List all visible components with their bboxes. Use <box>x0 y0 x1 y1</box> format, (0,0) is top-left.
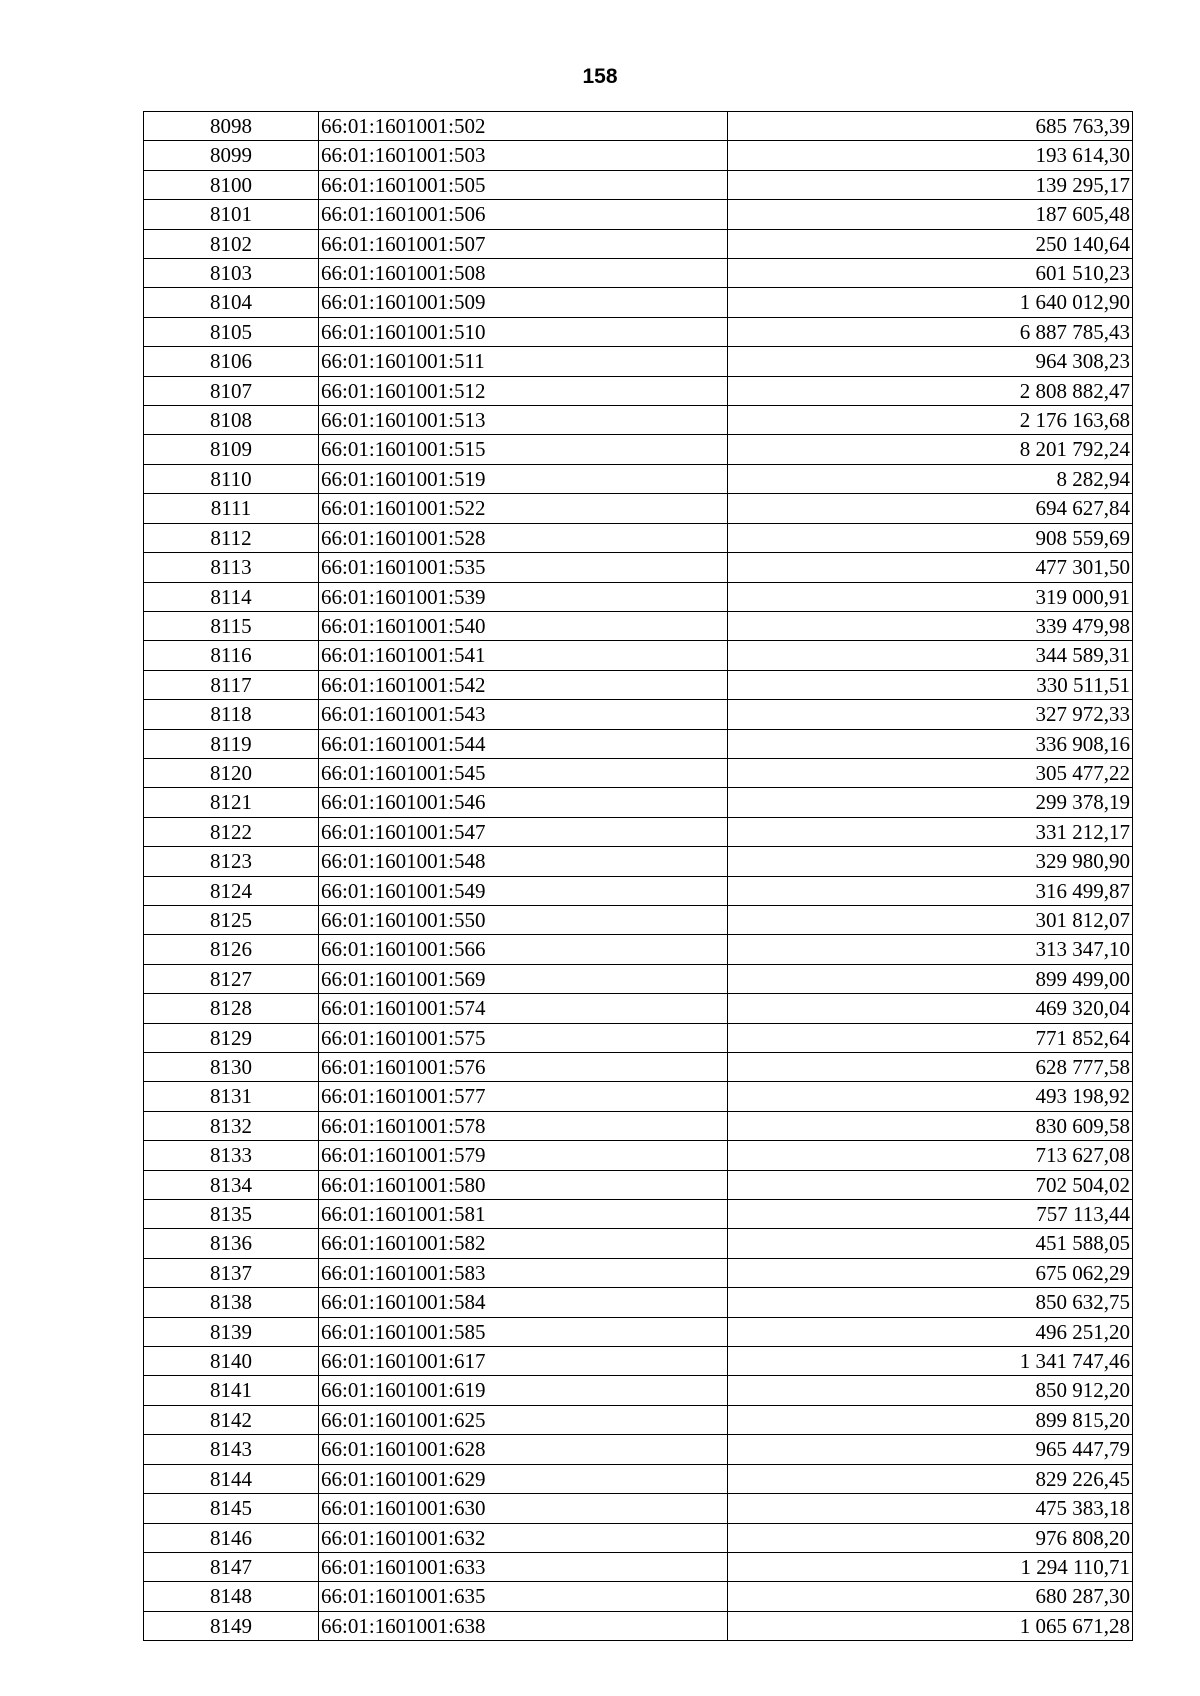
table-row <box>144 259 1133 288</box>
table-row <box>144 1523 1133 1552</box>
table-row <box>144 670 1133 699</box>
cadastral-value-cell: 2 808 882,47 <box>728 376 1133 405</box>
row-number-cell: 8105 <box>144 317 319 346</box>
table-row <box>144 347 1133 376</box>
row-number-cell: 8142 <box>144 1405 319 1434</box>
row-number-cell: 8146 <box>144 1523 319 1552</box>
row-number-cell: 8104 <box>144 288 319 317</box>
row-number-cell: 8123 <box>144 847 319 876</box>
table-row <box>144 1376 1133 1405</box>
row-number-cell: 8127 <box>144 964 319 993</box>
table-row <box>144 229 1133 258</box>
table-row <box>144 1494 1133 1523</box>
row-number-cell: 8115 <box>144 611 319 640</box>
cadastral-number-cell: 66:01:1601001:619 <box>319 1376 728 1405</box>
cadastral-number-cell: 66:01:1601001:509 <box>319 288 728 317</box>
cadastral-number-cell: 66:01:1601001:549 <box>319 876 728 905</box>
table-row <box>144 1141 1133 1170</box>
row-number-cell: 8119 <box>144 729 319 758</box>
cadastral-number-cell: 66:01:1601001:630 <box>319 1494 728 1523</box>
cadastral-number-cell: 66:01:1601001:512 <box>319 376 728 405</box>
cadastral-value-cell: 694 627,84 <box>728 494 1133 523</box>
row-number-cell: 8106 <box>144 347 319 376</box>
cadastral-number-cell: 66:01:1601001:584 <box>319 1288 728 1317</box>
table-row <box>144 1258 1133 1287</box>
table-row <box>144 494 1133 523</box>
table-row <box>144 1200 1133 1229</box>
cadastral-number-cell: 66:01:1601001:580 <box>319 1170 728 1199</box>
table-row <box>144 553 1133 582</box>
cadastral-number-cell: 66:01:1601001:582 <box>319 1229 728 1258</box>
table-row <box>144 700 1133 729</box>
cadastral-number-cell: 66:01:1601001:577 <box>319 1082 728 1111</box>
table-row <box>144 317 1133 346</box>
cadastral-value-cell: 301 812,07 <box>728 905 1133 934</box>
cadastral-value-cell: 316 499,87 <box>728 876 1133 905</box>
cadastral-number-cell: 66:01:1601001:578 <box>319 1111 728 1140</box>
cadastral-number-cell: 66:01:1601001:581 <box>319 1200 728 1229</box>
cadastral-number-cell: 66:01:1601001:510 <box>319 317 728 346</box>
table-row <box>144 1023 1133 1052</box>
row-number-cell: 8133 <box>144 1141 319 1170</box>
cadastral-value-cell: 475 383,18 <box>728 1494 1133 1523</box>
row-number-cell: 8124 <box>144 876 319 905</box>
cadastral-number-cell: 66:01:1601001:617 <box>319 1347 728 1376</box>
cadastral-number-cell: 66:01:1601001:528 <box>319 523 728 552</box>
cadastral-value-cell: 1 341 747,46 <box>728 1347 1133 1376</box>
cadastral-value-cell: 330 511,51 <box>728 670 1133 699</box>
table-row <box>144 464 1133 493</box>
table-row <box>144 847 1133 876</box>
cadastral-value-cell: 299 378,19 <box>728 788 1133 817</box>
cadastral-value-cell: 850 912,20 <box>728 1376 1133 1405</box>
row-number-cell: 8101 <box>144 200 319 229</box>
table-row <box>144 406 1133 435</box>
row-number-cell: 8149 <box>144 1611 319 1640</box>
table-row <box>144 1082 1133 1111</box>
cadastral-value-cell: 139 295,17 <box>728 170 1133 199</box>
cadastral-number-cell: 66:01:1601001:542 <box>319 670 728 699</box>
cadastral-value-table <box>143 111 1133 1641</box>
table-row <box>144 788 1133 817</box>
cadastral-value-cell: 757 113,44 <box>728 1200 1133 1229</box>
table-row <box>144 1053 1133 1082</box>
table-row <box>144 1552 1133 1581</box>
row-number-cell: 8140 <box>144 1347 319 1376</box>
table-row <box>144 435 1133 464</box>
row-number-cell: 8110 <box>144 464 319 493</box>
cadastral-value-cell: 329 980,90 <box>728 847 1133 876</box>
cadastral-number-cell: 66:01:1601001:535 <box>319 553 728 582</box>
table-row <box>144 935 1133 964</box>
cadastral-value-cell: 2 176 163,68 <box>728 406 1133 435</box>
table-row <box>144 141 1133 170</box>
table-row <box>144 994 1133 1023</box>
table-row <box>144 729 1133 758</box>
row-number-cell: 8111 <box>144 494 319 523</box>
row-number-cell: 8102 <box>144 229 319 258</box>
cadastral-number-cell: 66:01:1601001:629 <box>319 1464 728 1493</box>
row-number-cell: 8145 <box>144 1494 319 1523</box>
row-number-cell: 8130 <box>144 1053 319 1082</box>
cadastral-value-cell: 908 559,69 <box>728 523 1133 552</box>
cadastral-value-cell: 899 499,00 <box>728 964 1133 993</box>
row-number-cell: 8109 <box>144 435 319 464</box>
cadastral-number-cell: 66:01:1601001:505 <box>319 170 728 199</box>
cadastral-number-cell: 66:01:1601001:579 <box>319 1141 728 1170</box>
cadastral-number-cell: 66:01:1601001:625 <box>319 1405 728 1434</box>
row-number-cell: 8143 <box>144 1435 319 1464</box>
row-number-cell: 8108 <box>144 406 319 435</box>
table-row <box>144 1405 1133 1434</box>
cadastral-value-cell: 250 140,64 <box>728 229 1133 258</box>
row-number-cell: 8148 <box>144 1582 319 1611</box>
cadastral-value-cell: 493 198,92 <box>728 1082 1133 1111</box>
cadastral-value-cell: 685 763,39 <box>728 112 1133 141</box>
row-number-cell: 8125 <box>144 905 319 934</box>
cadastral-value-cell: 965 447,79 <box>728 1435 1133 1464</box>
cadastral-number-cell: 66:01:1601001:583 <box>319 1258 728 1287</box>
table-row <box>144 1611 1133 1640</box>
table-row <box>144 876 1133 905</box>
row-number-cell: 8099 <box>144 141 319 170</box>
cadastral-value-cell: 6 887 785,43 <box>728 317 1133 346</box>
cadastral-number-cell: 66:01:1601001:566 <box>319 935 728 964</box>
table-row <box>144 1111 1133 1140</box>
cadastral-number-cell: 66:01:1601001:511 <box>319 347 728 376</box>
table-row <box>144 1582 1133 1611</box>
table-row <box>144 200 1133 229</box>
cadastral-value-cell: 713 627,08 <box>728 1141 1133 1170</box>
cadastral-value-cell: 313 347,10 <box>728 935 1133 964</box>
row-number-cell: 8118 <box>144 700 319 729</box>
cadastral-number-cell: 66:01:1601001:540 <box>319 611 728 640</box>
row-number-cell: 8121 <box>144 788 319 817</box>
row-number-cell: 8100 <box>144 170 319 199</box>
row-number-cell: 8114 <box>144 582 319 611</box>
row-number-cell: 8098 <box>144 112 319 141</box>
cadastral-value-cell: 496 251,20 <box>728 1317 1133 1346</box>
row-number-cell: 8134 <box>144 1170 319 1199</box>
cadastral-number-cell: 66:01:1601001:545 <box>319 758 728 787</box>
cadastral-number-cell: 66:01:1601001:633 <box>319 1552 728 1581</box>
row-number-cell: 8120 <box>144 758 319 787</box>
cadastral-number-cell: 66:01:1601001:506 <box>319 200 728 229</box>
table-row <box>144 376 1133 405</box>
table-row <box>144 1170 1133 1199</box>
cadastral-value-cell: 327 972,33 <box>728 700 1133 729</box>
table-row <box>144 641 1133 670</box>
cadastral-number-cell: 66:01:1601001:503 <box>319 141 728 170</box>
cadastral-value-cell: 451 588,05 <box>728 1229 1133 1258</box>
cadastral-number-cell: 66:01:1601001:576 <box>319 1053 728 1082</box>
cadastral-value-cell: 305 477,22 <box>728 758 1133 787</box>
row-number-cell: 8132 <box>144 1111 319 1140</box>
row-number-cell: 8116 <box>144 641 319 670</box>
cadastral-value-cell: 771 852,64 <box>728 1023 1133 1052</box>
row-number-cell: 8141 <box>144 1376 319 1405</box>
cadastral-value-cell: 628 777,58 <box>728 1053 1133 1082</box>
table-row <box>144 905 1133 934</box>
cadastral-value-cell: 1 294 110,71 <box>728 1552 1133 1581</box>
row-number-cell: 8112 <box>144 523 319 552</box>
cadastral-number-cell: 66:01:1601001:635 <box>319 1582 728 1611</box>
row-number-cell: 8107 <box>144 376 319 405</box>
cadastral-number-cell: 66:01:1601001:513 <box>319 406 728 435</box>
row-number-cell: 8136 <box>144 1229 319 1258</box>
table-row <box>144 1464 1133 1493</box>
table-row <box>144 1229 1133 1258</box>
cadastral-value-cell: 829 226,45 <box>728 1464 1133 1493</box>
table-row <box>144 758 1133 787</box>
cadastral-number-cell: 66:01:1601001:574 <box>319 994 728 1023</box>
cadastral-number-cell: 66:01:1601001:508 <box>319 259 728 288</box>
row-number-cell: 8144 <box>144 1464 319 1493</box>
cadastral-value-cell: 339 479,98 <box>728 611 1133 640</box>
cadastral-number-cell: 66:01:1601001:550 <box>319 905 728 934</box>
cadastral-value-cell: 344 589,31 <box>728 641 1133 670</box>
cadastral-number-cell: 66:01:1601001:544 <box>319 729 728 758</box>
cadastral-value-cell: 680 287,30 <box>728 1582 1133 1611</box>
cadastral-number-cell: 66:01:1601001:575 <box>319 1023 728 1052</box>
table-row <box>144 523 1133 552</box>
cadastral-number-cell: 66:01:1601001:502 <box>319 112 728 141</box>
cadastral-number-cell: 66:01:1601001:638 <box>319 1611 728 1640</box>
cadastral-value-cell: 850 632,75 <box>728 1288 1133 1317</box>
cadastral-number-cell: 66:01:1601001:519 <box>319 464 728 493</box>
cadastral-value-cell: 8 201 792,24 <box>728 435 1133 464</box>
row-number-cell: 8137 <box>144 1258 319 1287</box>
cadastral-value-cell: 336 908,16 <box>728 729 1133 758</box>
cadastral-value-cell: 193 614,30 <box>728 141 1133 170</box>
cadastral-number-cell: 66:01:1601001:541 <box>319 641 728 670</box>
cadastral-value-cell: 601 510,23 <box>728 259 1133 288</box>
row-number-cell: 8117 <box>144 670 319 699</box>
page-number: 158 <box>582 65 618 88</box>
row-number-cell: 8138 <box>144 1288 319 1317</box>
cadastral-value-cell: 1 065 671,28 <box>728 1611 1133 1640</box>
cadastral-number-cell: 66:01:1601001:569 <box>319 964 728 993</box>
cadastral-value-cell: 1 640 012,90 <box>728 288 1133 317</box>
table-row <box>144 1347 1133 1376</box>
cadastral-number-cell: 66:01:1601001:547 <box>319 817 728 846</box>
cadastral-value-cell: 702 504,02 <box>728 1170 1133 1199</box>
table-row <box>144 1435 1133 1464</box>
table-row <box>144 817 1133 846</box>
cadastral-number-cell: 66:01:1601001:585 <box>319 1317 728 1346</box>
cadastral-value-cell: 964 308,23 <box>728 347 1133 376</box>
cadastral-value-cell: 675 062,29 <box>728 1258 1133 1287</box>
row-number-cell: 8135 <box>144 1200 319 1229</box>
table-row <box>144 582 1133 611</box>
cadastral-number-cell: 66:01:1601001:522 <box>319 494 728 523</box>
table-row <box>144 611 1133 640</box>
cadastral-value-cell: 976 808,20 <box>728 1523 1133 1552</box>
row-number-cell: 8113 <box>144 553 319 582</box>
table-row <box>144 964 1133 993</box>
row-number-cell: 8126 <box>144 935 319 964</box>
table-body <box>144 112 1133 1641</box>
cadastral-value-cell: 830 609,58 <box>728 1111 1133 1140</box>
cadastral-number-cell: 66:01:1601001:539 <box>319 582 728 611</box>
cadastral-value-cell: 899 815,20 <box>728 1405 1133 1434</box>
table-row <box>144 1288 1133 1317</box>
cadastral-number-cell: 66:01:1601001:546 <box>319 788 728 817</box>
cadastral-value-cell: 469 320,04 <box>728 994 1133 1023</box>
table-row <box>144 1317 1133 1346</box>
cadastral-number-cell: 66:01:1601001:548 <box>319 847 728 876</box>
cadastral-value-cell: 8 282,94 <box>728 464 1133 493</box>
row-number-cell: 8129 <box>144 1023 319 1052</box>
table-row <box>144 170 1133 199</box>
cadastral-value-cell: 319 000,91 <box>728 582 1133 611</box>
row-number-cell: 8131 <box>144 1082 319 1111</box>
cadastral-number-cell: 66:01:1601001:632 <box>319 1523 728 1552</box>
cadastral-number-cell: 66:01:1601001:507 <box>319 229 728 258</box>
cadastral-number-cell: 66:01:1601001:515 <box>319 435 728 464</box>
table-row <box>144 288 1133 317</box>
row-number-cell: 8147 <box>144 1552 319 1581</box>
row-number-cell: 8128 <box>144 994 319 1023</box>
cadastral-number-cell: 66:01:1601001:543 <box>319 700 728 729</box>
row-number-cell: 8103 <box>144 259 319 288</box>
cadastral-value-cell: 331 212,17 <box>728 817 1133 846</box>
table-row <box>144 112 1133 141</box>
row-number-cell: 8139 <box>144 1317 319 1346</box>
cadastral-value-cell: 187 605,48 <box>728 200 1133 229</box>
cadastral-number-cell: 66:01:1601001:628 <box>319 1435 728 1464</box>
row-number-cell: 8122 <box>144 817 319 846</box>
cadastral-value-cell: 477 301,50 <box>728 553 1133 582</box>
